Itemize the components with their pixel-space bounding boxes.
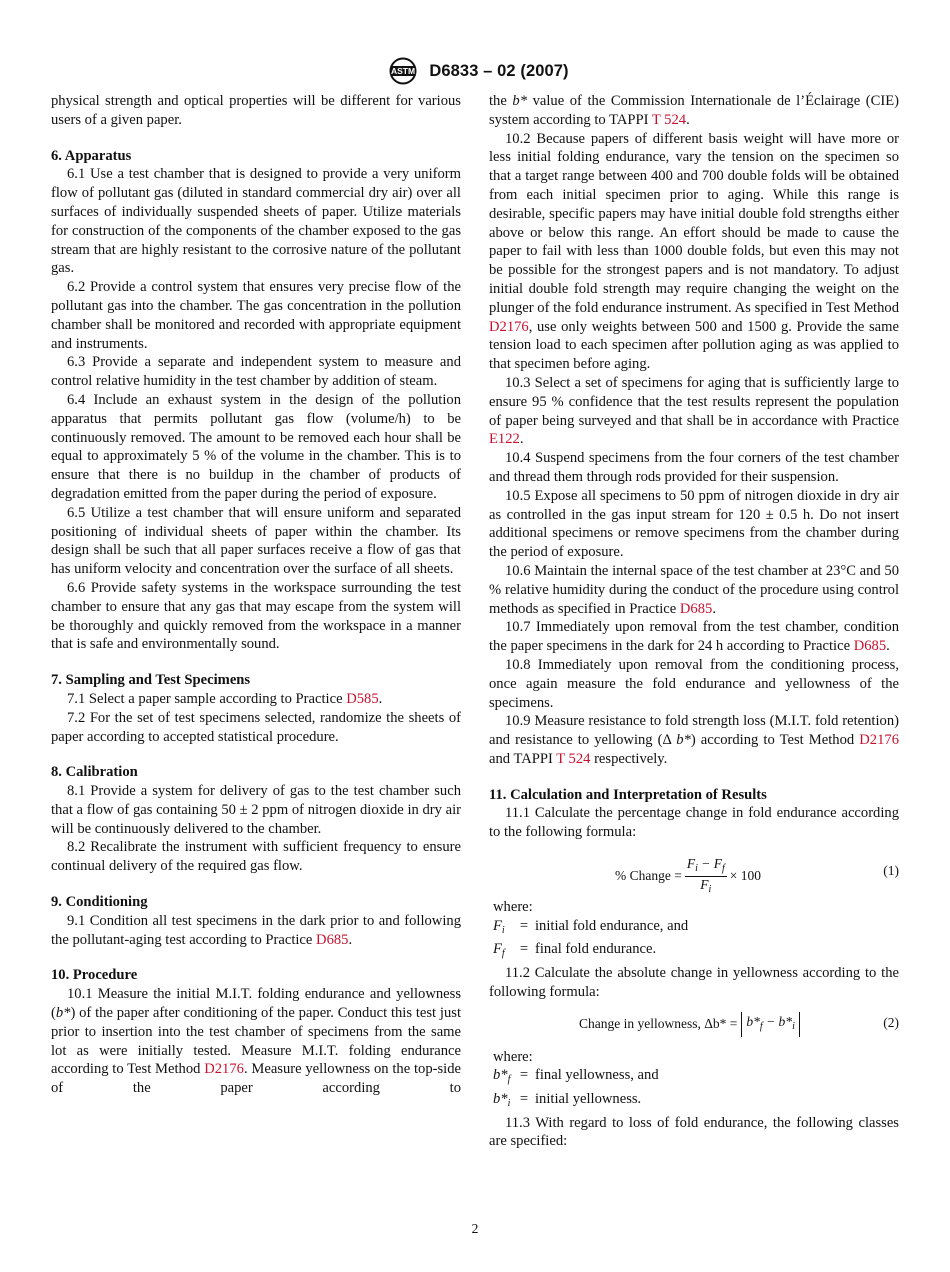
equation-1 (489, 848, 899, 894)
paragraph-7-2: 7.2 For the set of test specimens selected, randomize the sheets of paper according to accepted statistical procedure. (51, 709, 461, 745)
paragraph-10-7: 10.7 Immediately upon removal from the test chamber, condition the paper specimens in the dark for 24 h according to Practice D685. (489, 619, 899, 655)
equation-2-absolute-value: $b*_f - b*_i$ (741, 1012, 799, 1038)
page-number: 2 (471, 1221, 479, 1236)
definition-row: $F_f$ = final fold endurance. (493, 941, 657, 960)
ref-d685-link[interactable]: D685 (679, 600, 713, 617)
left-column (51, 92, 461, 1098)
definition-row: $F_i$ = initial fold endurance, and (493, 917, 689, 936)
right-column (489, 92, 899, 1151)
page-header (0, 56, 950, 86)
ref-d2176-link[interactable]: D2176 (859, 732, 899, 749)
paragraph-9-1: 9.1 Condition all test specimens in the dark prior to and following the pollutant-aging test according to Practice D685. (51, 912, 461, 948)
paragraph-10-6: 10.6 Maintain the internal space of the test chamber at 23°C and 50 % relative humidity during the conduct of the procedure using control methods as specified in Practice D685. (489, 562, 899, 617)
paragraph-6-5: 6.5 Utilize a test chamber that will ensure uniform and separated positioning of individual sheets of paper within the chamber. Its design shall be such that all paper surfaces receive a flow of gas that has uniform velocity and concentration over the surface of all sheets. (51, 504, 461, 578)
paragraph-10-9: 10.9 Measure resistance to fold strength loss (M.I.T. fold retention) and resistance to yellowing (Δ b*) according to Test Method D2176 and TAPPI T 524 respectively. (489, 713, 899, 767)
paragraph-11-3: 11.3 With regard to loss of fold endurance, the following classes are specified: (489, 1114, 899, 1150)
equation-1-rhs: × 100 (729, 868, 762, 884)
svg-text:ASTM: ASTM (391, 66, 416, 77)
where-label-1: where: (493, 899, 533, 916)
section-8-title: 8. Calibration (51, 764, 138, 781)
paragraph-11-2: 11.2 Calculate the absolute change in yellowness according to the following formula: (489, 965, 899, 1000)
paragraph-8-1: 8.1 Provide a system for delivery of gas to the test chamber such that a flow of gas containing 50 ± 2 ppm of nitrogen dioxide in dry air will be continuously delivered to the chamber. (51, 783, 461, 837)
equation-1-lhs: % Change = (615, 868, 682, 884)
paragraph-6-2: 6.2 Provide a control system that ensures very precise flow of the pollutant gas into the chamber. The gas concentration in the pollution chamber shall be monitored and recorded with appropriate equipment and instruments. (51, 279, 461, 352)
section-9-title: 9. Conditioning (51, 894, 148, 911)
equation-2-lhs: Change in yellowness, Δb* = (579, 1016, 738, 1032)
paragraph-8-2: 8.2 Recalibrate the instrument with sufficient frequency to ensure continual delivery of the required gas flow. (51, 839, 461, 875)
paragraph-10-4: 10.4 Suspend specimens from the four corners of the test chamber and thread them through rods provided for their suspension. (489, 450, 899, 485)
paragraph-10-3: 10.3 Select a set of specimens for aging that is sufficiently large to ensure 95 % confidence that the test results represent the population of paper being surveyed and that shall be in accordance with Practice E122. (489, 374, 899, 448)
paragraph-10-1: 10.1 Measure the initial M.I.T. folding endurance and yellowness (b*) of the paper after conditioning of the paper. Conduct this test just prior to insertion into the test chamber of specimens from the same lot as were initially tested. Measure M.I.T. folding endurance according to Test Method D2176. Measure yellowness on the top-side of the paper according to (51, 986, 461, 1097)
section-10-title: 10. Procedure (51, 967, 138, 984)
section-7-title: 7. Sampling and Test Specimens (51, 672, 251, 689)
ref-t524-link[interactable]: T 524 (651, 111, 687, 128)
ref-d685-link[interactable]: D685 (316, 931, 349, 948)
paragraph-6-1: 6.1 Use a test chamber that is designed to provide a very uniform flow of pollutant gas (diluted in standard commercial dry air) over all surfaces of individually suspended sheets of paper. Utilize materials for construction of the components of the chamber exposed to the gas stream that are highly resistant to the corrosive nature of the pollutant gas. (51, 166, 461, 277)
paragraph-6-4: 6.4 Include an exhaust system in the design of the pollution apparatus that permits pollutant gas flow (volume/h) to be continuously removed. The amount to be removed each hour shall be equal to approximately 5 % of the volume in the chamber. This is to ensure that there is no buildup in the chamber of products of degradation emitted from the paper during the period of exposure. (51, 391, 461, 502)
section-6-title: 6. Apparatus (51, 147, 132, 164)
definition-row: $b*_i$ = initial yellowness. (493, 1091, 642, 1110)
ref-e122-link[interactable]: E122 (489, 431, 520, 448)
where-label-2: where: (493, 1048, 533, 1065)
astm-logo-icon (381, 57, 425, 85)
ref-d585-link[interactable]: D585 (346, 690, 379, 707)
ref-d2176-link[interactable]: D2176 (489, 318, 529, 335)
paragraph-10-2: 10.2 Because papers of different basis weight will have more or less initial folding endurance, vary the tension on the specimen so that a target range between 400 and 700 double folds will be obtained from each initial specimen prior to aging. While this range is desirable, specific papers may have initial double fold strengths either above or below this range. An effort should be made to cause the paper to fail with less than 1000 double folds, but even this may not be possible for the strongest papers and is not mandatory. To adjust initial double fold strength may require changing the weight on the plunger of the fold endurance instrument. As specified in Test Method D2176, use only weights between 500 and 1500 g. Provide the same tension load to each specimen after pollution aging as was applied to that specimen before aging. (489, 130, 899, 373)
definition-row: $b*_f$ = final yellowness, and (493, 1067, 659, 1086)
equation-2 (489, 1006, 899, 1044)
ref-t524-link[interactable]: T 524 (556, 750, 591, 767)
paragraph-10-8: 10.8 Immediately upon removal from the conditioning process, once again measure the fold endurance and yellowness of the specimens. (489, 656, 899, 711)
ref-d2176-link[interactable]: D2176 (204, 1061, 244, 1078)
paragraph-7-1: 7.1 Select a paper sample according to Practice D585. (67, 690, 383, 707)
equation-1-fraction: $\frac{F_i - F_f}{F_i}$ (686, 856, 725, 896)
paragraph-6-6: 6.6 Provide safety systems in the workspace surrounding the test chamber to ensure that any gas that may escape from the system will be thoroughly and quickly removed from the workspace in a manner that is safe and environmentally sound. (51, 579, 461, 653)
ref-d685-link[interactable]: D685 (853, 638, 887, 655)
equation-2-number: (2) (883, 1014, 899, 1030)
paragraph-10-1-continued: the b* value of the Commission Internationale de l’Éclairage (CIE) system according to TAPPI T 524. (489, 93, 899, 128)
paragraph-6-3: 6.3 Provide a separate and independent system to measure and control relative humidity in the test chamber by addition of steam. (51, 354, 461, 390)
designation: D6833 – 02 (2007) (429, 61, 569, 80)
section-11-title: 11. Calculation and Interpretation of Results (489, 786, 767, 803)
paragraph-10-5: 10.5 Expose all specimens to 50 ppm of nitrogen dioxide in dry air as controlled in the gas input stream for 120 ± 0.5 h. Do not insert additional specimens or remove specimens from the chamber during the period of exposure. (489, 487, 899, 561)
paragraph-11-1: 11.1 Calculate the percentage change in fold endurance according to the following formula: (489, 805, 899, 841)
equation-1-number: (1) (883, 863, 899, 879)
paragraph-continued: physical strength and optical properties will be different for various users of a given paper. (51, 93, 461, 128)
